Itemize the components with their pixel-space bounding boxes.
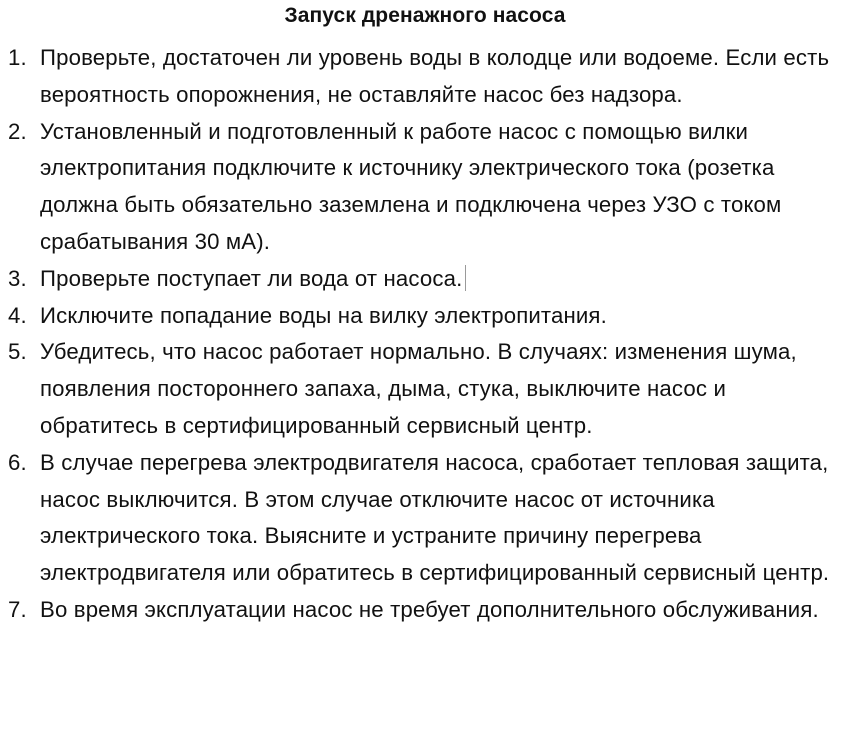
step-text: Проверьте поступает ли вода от насоса. [40, 265, 463, 291]
list-item [8, 114, 842, 261]
step-text: Исключите попадание воды на вилку электропитания. [40, 302, 607, 328]
step-text: Убедитесь, что насос работает нормально. В случаях: изменения шума, появления постороннего запаха, дыма, стука, выключите насос и обратитесь в сертифицированный сервисный центр. [40, 339, 797, 438]
text-cursor [465, 265, 466, 291]
list-item [8, 261, 842, 298]
list-item [8, 298, 842, 335]
step-number: 6. [8, 449, 27, 475]
step-text: Во время эксплуатации насос не требует дополнительного обслуживания. [40, 596, 819, 622]
instruction-list [8, 40, 842, 629]
step-number: 4. [8, 302, 27, 328]
step-text: Установленный и подготовленный к работе насос с помощью вилки электропитания подключите к источнику электрического тока (розетка должна быть обязательно заземлена и подключена через УЗО с током срабатывания 30 мА). [40, 118, 782, 254]
step-text: В случае перегрева электродвигателя насоса, сработает тепловая защита, насос выключится. В этом случае отключите насос от источника электрического тока. Выясните и устраните причину перегрева электродвигателя или обратитесь в сертифицированный сервисный центр. [40, 449, 830, 586]
list-item [8, 592, 842, 629]
step-number: 7. [8, 596, 27, 622]
list-item [8, 445, 842, 592]
step-number: 1. [8, 45, 27, 70]
step-text: Проверьте, достаточен ли уровень воды в колодце или водоеме. Если есть вероятность опорожнения, не оставляйте насос без надзора. [40, 45, 830, 107]
list-item [8, 334, 842, 444]
step-number: 3. [8, 265, 27, 291]
step-number: 5. [8, 339, 27, 365]
document-title: Запуск дренажного насоса [284, 4, 566, 27]
step-number: 2. [8, 118, 27, 144]
list-item [8, 40, 842, 114]
